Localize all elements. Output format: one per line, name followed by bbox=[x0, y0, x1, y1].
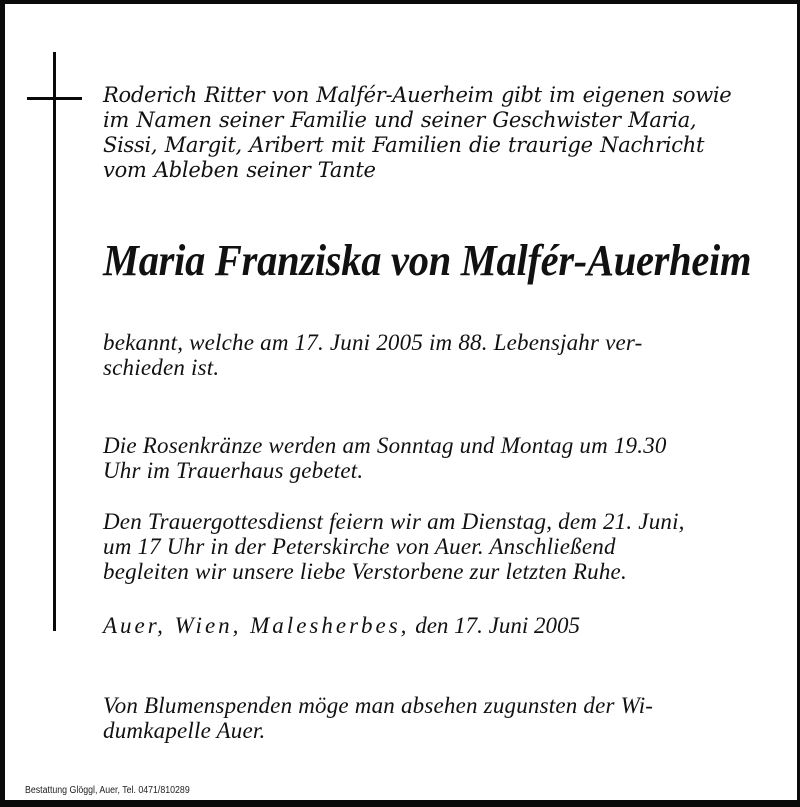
intro-paragraph bbox=[103, 83, 770, 183]
date: den 17. Juni 2005 bbox=[409, 613, 580, 638]
intro-line: Sissi, Margit, Aribert mit Familien die traurige Nachricht bbox=[103, 133, 705, 157]
cross-icon bbox=[53, 52, 56, 631]
intro-line: Roderich Ritter von Malfér-Auerheim gibt im eigenen sowie bbox=[103, 83, 732, 107]
death-paragraph bbox=[103, 330, 770, 380]
flowers-paragraph bbox=[103, 693, 770, 743]
funeral-line: begleiten wir unsere liebe Verstorbene zur letzten Ruhe. bbox=[103, 559, 627, 584]
place-and-date bbox=[103, 613, 770, 638]
flowers-line: Von Blumenspenden möge man absehen zugunsten der Wi- bbox=[103, 693, 654, 718]
rosary-line: Uhr im Trauerhaus gebetet. bbox=[103, 458, 364, 483]
death-line: schieden ist. bbox=[103, 355, 220, 380]
funeral-home-footer: Bestattung Glöggl, Auer, Tel. 0471/810289 bbox=[25, 785, 190, 796]
funeral-line: um 17 Uhr in der Peterskirche von Auer. Anschließend bbox=[103, 534, 616, 559]
cross-icon-bar bbox=[27, 97, 82, 100]
places: Auer, Wien, Malesherbes, bbox=[103, 613, 410, 638]
funeral-line: Den Trauergottesdienst feiern wir am Dienstag, dem 21. Juni, bbox=[103, 509, 685, 534]
intro-line: vom Ableben seiner Tante bbox=[103, 158, 376, 182]
rosary-paragraph bbox=[103, 433, 770, 483]
intro-line: im Namen seiner Familie und seiner Geschwister Maria, bbox=[103, 108, 697, 132]
flowers-line: dumkapelle Auer. bbox=[103, 718, 266, 743]
death-line: bekannt, welche am 17. Juni 2005 im 88. Lebensjahr ver- bbox=[103, 330, 643, 355]
rosary-line: Die Rosenkränze werden am Sonntag und Montag um 19.30 bbox=[103, 433, 667, 458]
deceased-name: Maria Franziska von Malfér-Auerheim bbox=[103, 236, 752, 285]
funeral-paragraph bbox=[103, 509, 770, 584]
